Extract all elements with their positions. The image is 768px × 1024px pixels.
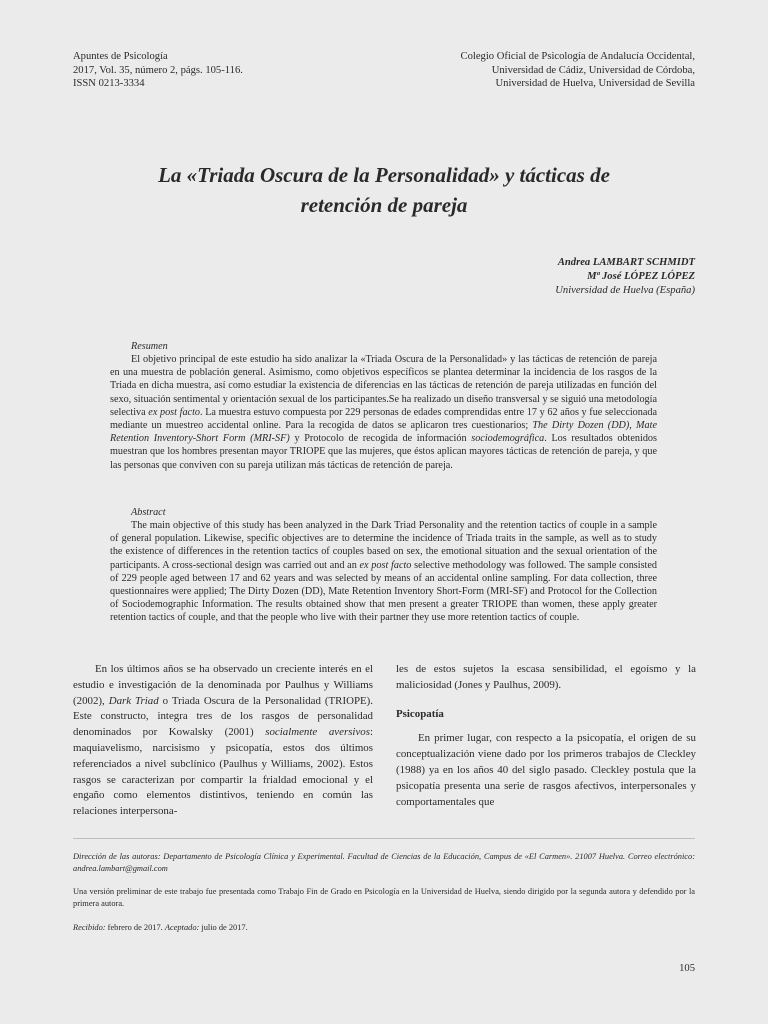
- body-paragraph-continued: les de estos sujetos la escasa sensibilidad, el egoísmo y la maliciosidad (Jones y Paulhus, 2009).: [396, 663, 696, 691]
- title-line: La «Triada Oscura de la Personalidad» y tácticas de: [158, 163, 610, 187]
- title-line: retención de pareja: [300, 193, 468, 217]
- abstract-section: [110, 506, 657, 625]
- resumen-section: [110, 340, 657, 472]
- abstract-text-part: selective methodology was followed. The sample consisted of 229 people aged between 17 and 62 years and was selected by means of an accidental online sampling. For data collection, three questionnaires were applied; The Dirty Dozen (DD), Mate Retention Inventory Short-Form (MRI-SF) and Protocol for the Collection of Sociodemographic Information. The results obtained show that men present a greater TRIOPE than women, these apply greater retention tactics of couple, and that the people who live with their partner they use more retention tactics of couple.: [110, 559, 657, 624]
- journal-name: Apuntes de Psicología: [73, 51, 168, 62]
- article-title: [60, 160, 708, 220]
- journal-volume: 2017, Vol. 35, número 2, págs. 105-116.: [73, 64, 243, 76]
- resumen-text-emphasis: sociodemográfica: [471, 433, 545, 445]
- abstract-text: [110, 519, 657, 625]
- resumen-heading: Resumen: [131, 341, 168, 352]
- accepted-date: julio de 2017.: [199, 923, 248, 932]
- journal-header: [73, 50, 243, 91]
- accepted-label: Aceptado:: [164, 923, 200, 932]
- author-name: Mª José LÓPEZ LÓPEZ: [587, 271, 695, 282]
- author-name: Andrea LAMBART SCHMIDT: [557, 257, 695, 268]
- resumen-text-part: . La muestra estuvo compuesta por 229 personas de edades comprendidas entre 17 y 62 años y fue seleccionada mediante un muestreo accidental online. Para la recogida de datos se aplicaron tres cuestionarios;: [110, 406, 657, 432]
- page-number: 105: [679, 963, 695, 974]
- author-affiliation: Universidad de Huelva (España): [555, 285, 695, 296]
- journal-issn: ISSN 0213-3334: [73, 78, 145, 89]
- received-label: Recibido:: [73, 923, 106, 932]
- abstract-text-emphasis: ex post facto: [359, 559, 412, 571]
- abstract-text-part: The main objective of this study has been analyzed in the Dark Triad Personality and the retention tactics of couple in a sample of general population. Likewise, specific objectives are to determine the incidence of Triada traits in the sample, as well as to study the existence of differences in the retention tactics of couples based on sex, the emotional situation and the sexual orientation of the participants. A cross-sectional design was carried out and an: [110, 520, 657, 571]
- resumen-text: [110, 353, 657, 472]
- publisher-line: Universidad de Huelva, Universidad de Sevilla: [495, 78, 695, 89]
- resumen-text-emphasis: The Dirty Dozen (DD), Mate Retention Inventory-Short Form (MRI-SF): [110, 420, 657, 445]
- body-column-left: [73, 662, 373, 820]
- body-paragraph: [73, 662, 373, 820]
- body-text-emphasis: Dark Triad: [108, 694, 159, 707]
- author-address-footnote: Dirección de las autoras: Departamento de Psicología Clínica y Experimental. Facultad de Ciencias de la Educación, Campus de «El Carmen». 21007 Huelva. Correo electrónico: andrea.lambart@gmail.com: [73, 852, 695, 874]
- publisher-line: Universidad de Cádiz, Universidad de Córdoba,: [491, 64, 695, 76]
- resumen-text-part: El objetivo principal de este estudio ha sido analizar la «Triada Oscura de la Personalidad» y las tácticas de retención de pareja en una muestra de población general. Asimismo, como objetivos específicos se plantea determinar la incidencia de los rasgos de la Triada en dicha muestra, así como estudiar la existencia de diferencias en las tácticas de retención de pareja utilizadas en función del sexo, situación sentimental y orientación sexual de los participantes.Se ha realizado un diseño transversal y se siguió una metodología selectiva: [110, 354, 657, 418]
- body-text-part: : maquiavelismo, narcisismo y psicopatía, estos dos últimos referenciados a nivel subclínico (Paulhus y Williams, 2002). Estos rasgos se caracterizan por compartir la frialdad emocional y el engaño como elementos distintivos, teniendo en común las relaciones interpersona-: [73, 726, 374, 818]
- received-date: febrero de 2017.: [105, 923, 165, 932]
- body-text-emphasis: socialmente aversivos: [265, 726, 370, 739]
- body-column-right: [396, 662, 696, 810]
- publisher-header: [461, 50, 695, 91]
- section-heading: Psicopatía: [396, 707, 444, 720]
- author-block: [555, 256, 695, 298]
- body-text-part: En los últimos años se ha observado un creciente interés en el estudio e investigación de la denominada por Paulhus y Williams (2002),: [73, 663, 373, 707]
- resumen-text-part: y Protocolo de recogida de información: [289, 433, 472, 445]
- footnote-divider: [73, 838, 695, 839]
- resumen-text-emphasis: ex post facto: [148, 406, 200, 418]
- resumen-text-part: . Los resultados obtenidos muestran que los hombres presentan mayor TRIOPE que las mujeres, que éstos aplican mayores tácticas de retención de pareja, y que las personas que conviven con su pareja utilizan más tácticas de retención de pareja.: [110, 433, 657, 471]
- body-paragraph: En primer lugar, con respecto a la psicopatía, el origen de su conceptualización viene dado por los primeros trabajos de Cleckley (1988) ya en los años 40 del siglo pasado. Cleckley postula que la psicopatía presenta una serie de rasgos afectivos, interpersonales y comportamentales que: [396, 732, 696, 808]
- body-text-part: o Triada Oscura de la Personalidad (TRIOPE). Este constructo, integra tres de los rasgos de personalidad denominados por Kowalsky (2001): [73, 694, 373, 739]
- preliminary-version-footnote: Una versión preliminar de este trabajo fue presentada como Trabajo Fin de Grado en Psicología en la Universidad de Huelva, siendo dirigido por la segunda autora y defendido por la primera autora.: [73, 887, 695, 909]
- abstract-heading: Abstract: [131, 507, 166, 518]
- dates-footnote: [73, 922, 695, 934]
- publisher-line: Colegio Oficial de Psicología de Andalucía Occidental,: [460, 51, 695, 62]
